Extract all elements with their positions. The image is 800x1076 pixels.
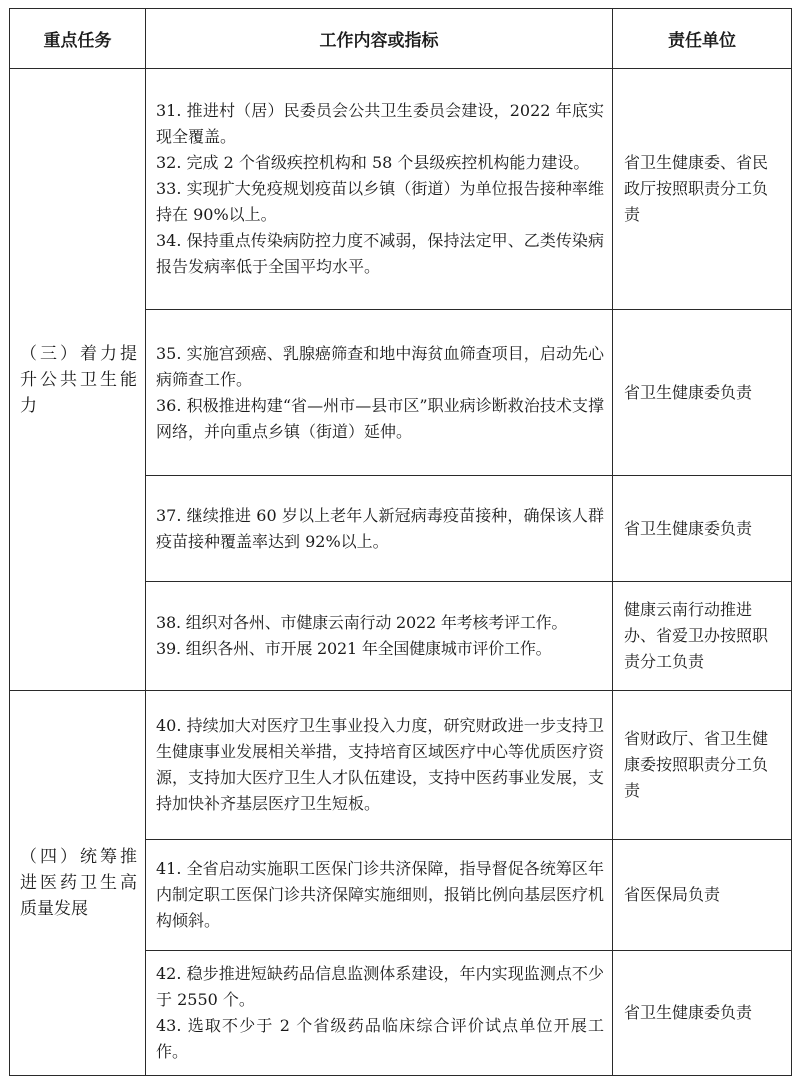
- responsible-cell: 省卫生健康委负责: [613, 476, 792, 582]
- work-item: 38. 组织对各州、市健康云南行动 2022 年考核考评工作。: [156, 613, 568, 632]
- responsible-cell: 省卫生健康委负责: [613, 310, 792, 476]
- responsible-cell: 健康云南行动推进办、省爱卫办按照职责分工负责: [613, 582, 792, 691]
- work-item: 36. 积极推进构建“省—州市—县市区”职业病诊断救治技术支撑网络，并向重点乡镇（街道）延伸。: [156, 395, 604, 441]
- work-item: 35. 实施宫颈癌、乳腺癌筛查和地中海贫血筛查项目，启动先心病筛查工作。: [156, 343, 604, 389]
- content-cell: [146, 951, 613, 1076]
- content-cell: [146, 476, 613, 582]
- content-cell: [146, 582, 613, 691]
- work-item: 43. 选取不少于 2 个省级药品临床综合评价试点单位开展工作。: [156, 1016, 604, 1061]
- table-row: [10, 691, 792, 840]
- content-cell: [146, 691, 613, 840]
- header-responsible: 责任单位: [613, 9, 792, 69]
- responsible-cell: 省医保局负责: [613, 840, 792, 951]
- content-cell: [146, 310, 613, 476]
- task-cell: （四）统筹推进医药卫生高质量发展: [10, 691, 146, 1076]
- work-item: 39. 组织各州、市开展 2021 年全国健康城市评价工作。: [156, 639, 552, 658]
- responsible-cell: 省卫生健康委负责: [613, 951, 792, 1076]
- task-cell: （三）着力提升公共卫生能力: [10, 69, 146, 691]
- responsible-cell: 省卫生健康委、省民政厅按照职责分工负责: [613, 69, 792, 310]
- table-row: [10, 69, 792, 310]
- header-task: 重点任务: [10, 9, 146, 69]
- work-item: 40. 持续加大对医疗卫生事业投入力度，研究财政进一步支持卫生健康事业发展相关举措，支持培育区域医疗中心等优质医疗资源，支持加大医疗卫生人才队伍建设，支持中医药事业发展，支持加快补齐基层医疗卫生短板。: [156, 716, 605, 813]
- task-table: [9, 8, 792, 1076]
- work-item: 42. 稳步推进短缺药品信息监测体系建设，年内实现监测点不少于 2550 个。: [156, 964, 604, 1009]
- header-row: [10, 9, 792, 69]
- header-content: 工作内容或指标: [146, 9, 613, 69]
- work-item: 41. 全省启动实施职工医保门诊共济保障，指导督促各统筹区年内制定职工医保门诊共济保障实施细则，报销比例向基层医疗机构倾斜。: [156, 859, 605, 930]
- work-item: 31. 推进村（居）民委员会公共卫生委员会建设，2022 年底实现全覆盖。: [156, 101, 604, 146]
- work-item: 32. 完成 2 个省级疾控机构和 58 个县级疾控机构能力建设。: [156, 153, 590, 172]
- work-item: 33. 实现扩大免疫规划疫苗以乡镇（街道）为单位报告接种率维持在 90%以上。: [156, 179, 604, 224]
- work-item: 37. 继续推进 60 岁以上老年人新冠病毒疫苗接种，确保该人群疫苗接种覆盖率达到 92%以上。: [156, 505, 604, 551]
- responsible-cell: 省财政厅、省卫生健康委按照职责分工负责: [613, 691, 792, 840]
- work-item: 34. 保持重点传染病防控力度不减弱，保持法定甲、乙类传染病报告发病率低于全国平均水平。: [156, 231, 604, 276]
- content-cell: [146, 69, 613, 310]
- content-cell: [146, 840, 613, 951]
